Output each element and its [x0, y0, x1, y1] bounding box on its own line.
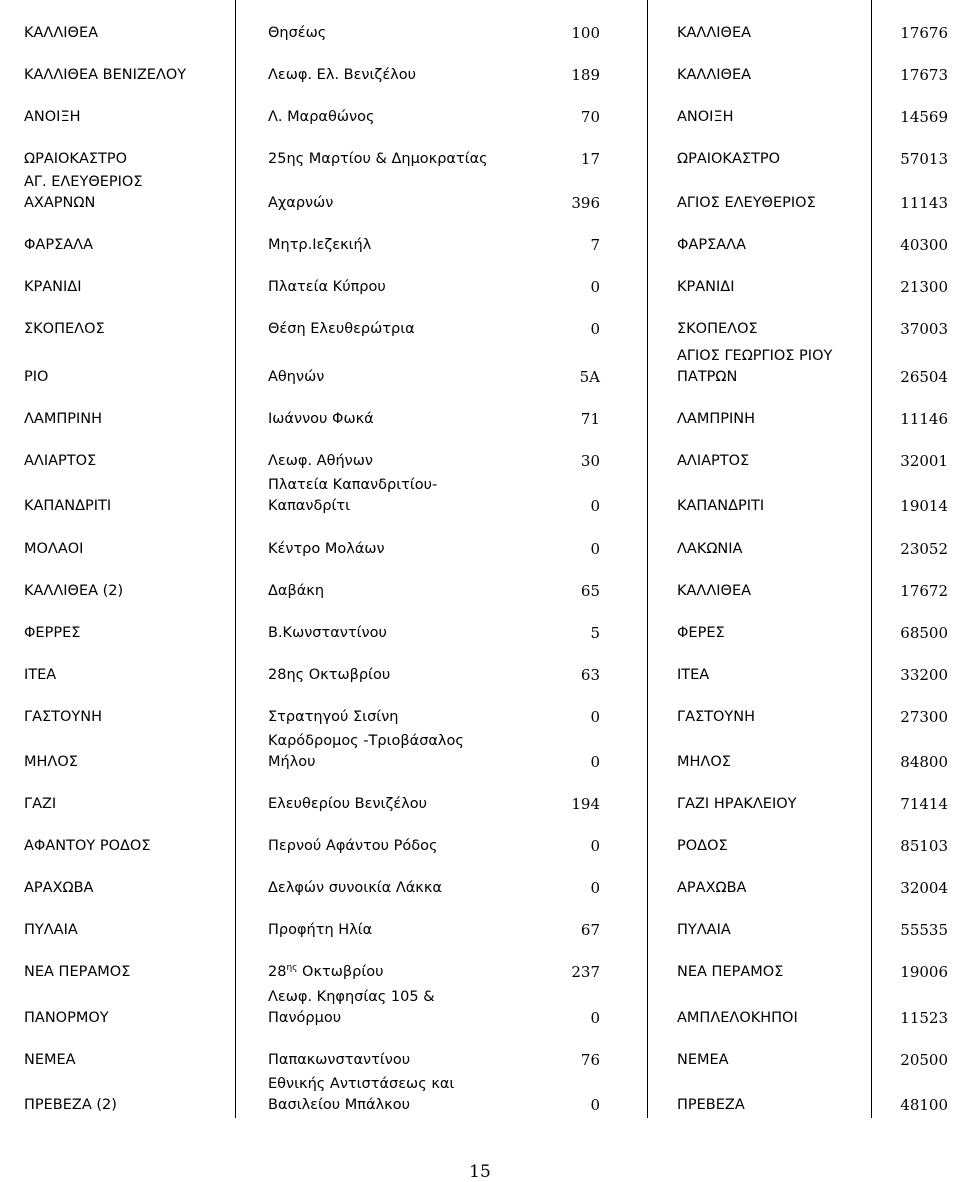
postcode-cell: 19006 — [900, 963, 948, 981]
postcode-cell: 17673 — [900, 66, 948, 84]
page-number: 15 — [469, 1162, 491, 1182]
city-cell: ΝΕΑ ΠΕΡΑΜΟΣ — [677, 964, 784, 980]
area-cell: ΠΑΝΟΡΜΟΥ — [24, 1010, 109, 1026]
street-cell: Ιωάννου Φωκά — [268, 411, 374, 427]
number-cell: 0 — [590, 1009, 600, 1027]
number-cell: 396 — [571, 194, 600, 212]
street-cell: Παπακωνσταντίνου — [268, 1052, 411, 1068]
number-cell: 100 — [571, 24, 600, 42]
area-cell: ΝΕΑ ΠΕΡΑΜΟΣ — [24, 964, 131, 980]
postcode-cell: 71414 — [900, 795, 948, 813]
street-cell: Λεωφ. Ελ. Βενιζέλου — [268, 67, 417, 83]
postcode-cell: 37003 — [900, 320, 948, 338]
street-cell: Μητρ.Ιεζεκιήλ — [268, 237, 372, 253]
postcode-cell: 19014 — [900, 497, 948, 515]
area-cell: ΚΑΛΛΙΘΕΑ — [24, 25, 99, 41]
area-cell: ΚΑΛΛΙΘΕΑ ΒΕΝΙΖΕΛΟΥ — [24, 67, 187, 83]
number-cell: 63 — [580, 666, 600, 684]
city-cell: ΦΑΡΣΑΛΑ — [677, 237, 746, 253]
number-cell: 71 — [580, 410, 600, 428]
area-cell: ΚΑΛΛΙΘΕΑ (2) — [24, 583, 124, 599]
city-cell: ΜΗΛΟΣ — [677, 754, 731, 770]
street-cell: Β.Κωνσταντίνου — [268, 625, 387, 641]
number-cell: 0 — [590, 879, 600, 897]
street-cell: Προφήτη Ηλία — [268, 922, 373, 938]
city-cell: ΛΑΚΩΝΙΑ — [677, 541, 743, 557]
number-cell: 5Α — [579, 368, 600, 386]
number-cell: 30 — [580, 452, 600, 470]
city-cell: ΚΑΛΛΙΘΕΑ — [677, 583, 752, 599]
area-cell: ΑΦΑΝΤΟΥ ΡΟΔΟΣ — [24, 838, 151, 854]
city-cell: ΚΑΠΑΝΔΡΙΤΙ — [677, 498, 765, 514]
city-cell: ΑΓΙΟΣ ΓΕΩΡΓΙΟΣ ΡΙΟΥ ΠΑΤΡΩΝ — [677, 348, 833, 385]
number-cell: 17 — [580, 150, 600, 168]
number-cell: 0 — [590, 837, 600, 855]
postcode-cell: 23052 — [900, 540, 948, 558]
street-text-rest: Οκτωβρίου — [297, 964, 384, 980]
postcode-cell: 85103 — [900, 837, 948, 855]
street-cell: Κέντρο Μολάων — [268, 541, 385, 557]
area-cell: ΓΑΣΤΟΥΝΗ — [24, 709, 103, 725]
postcode-cell: 48100 — [900, 1096, 948, 1114]
postcode-cell: 11523 — [900, 1009, 948, 1027]
postcode-cell: 11146 — [900, 410, 948, 428]
postcode-cell: 55535 — [900, 921, 948, 939]
city-cell: ΚΑΛΛΙΘΕΑ — [677, 25, 752, 41]
number-cell: 194 — [571, 795, 600, 813]
street-cell: Ελευθερίου Βενιζέλου — [268, 796, 428, 812]
number-cell: 0 — [590, 278, 600, 296]
area-cell: ΓΑΖΙ — [24, 796, 57, 812]
city-cell: ΑΡΑΧΩΒΑ — [677, 880, 747, 896]
city-cell: ΑΓΙΟΣ ΕΛΕΥΘΕΡΙΟΣ — [677, 195, 816, 211]
street-cell: Πλατεία Κύπρου — [268, 279, 386, 295]
area-cell: ΡΙΟ — [24, 369, 49, 385]
number-cell: 65 — [580, 582, 600, 600]
street-cell: Αθηνών — [268, 369, 325, 385]
area-cell: ΩΡΑΙΟΚΑΣΤΡΟ — [24, 151, 128, 167]
area-cell: ΠΥΛΑΙΑ — [24, 922, 78, 938]
postcode-cell: 68500 — [900, 624, 948, 642]
postcode-cell: 20500 — [900, 1051, 948, 1069]
number-cell: 76 — [580, 1051, 600, 1069]
number-cell: 0 — [590, 540, 600, 558]
street-cell: Λεωφ. Κηφησίας 105 & Πανόρμου — [268, 989, 435, 1026]
area-cell: ΛΑΜΠΡΙΝΗ — [24, 411, 103, 427]
street-cell: Περνού Αφάντου Ρόδος — [268, 838, 438, 854]
street-cell: Λεωφ. Αθήνων — [268, 453, 374, 469]
area-cell: ΚΑΠΑΝΔΡΙΤΙ — [24, 498, 112, 514]
area-cell: ΜΗΛΟΣ — [24, 754, 78, 770]
area-cell: ΚΡΑΝΙΔΙ — [24, 279, 82, 295]
postcode-cell: 32001 — [900, 452, 948, 470]
street-cell: 28ης Οκτωβρίου — [268, 667, 391, 683]
number-cell: 189 — [571, 66, 600, 84]
number-cell: 0 — [590, 708, 600, 726]
city-cell: ΑΛΙΑΡΤΟΣ — [677, 453, 750, 469]
city-cell: ΓΑΣΤΟΥΝΗ — [677, 709, 756, 725]
area-cell: ΜΟΛΑΟΙ — [24, 541, 84, 557]
city-cell: ΑΝΟΙΞΗ — [677, 109, 734, 125]
number-cell: 5 — [590, 624, 600, 642]
area-cell: ΝΕΜΕΑ — [24, 1052, 76, 1068]
postcode-cell: 21300 — [900, 278, 948, 296]
area-cell: ΙΤΕΑ — [24, 667, 57, 683]
city-cell: ΣΚΟΠΕΛΟΣ — [677, 321, 758, 337]
number-cell: 0 — [590, 320, 600, 338]
street-cell: Θησέως — [268, 25, 327, 41]
number-cell: 0 — [590, 497, 600, 515]
postcode-cell: 17672 — [900, 582, 948, 600]
number-cell: 0 — [590, 1096, 600, 1114]
postcode-cell: 84800 — [900, 753, 948, 771]
city-cell: ΓΑΖΙ ΗΡΑΚΛΕΙΟΥ — [677, 796, 797, 812]
city-cell: ΠΡΕΒΕΖΑ — [677, 1097, 745, 1113]
area-cell: ΣΚΟΠΕΛΟΣ — [24, 321, 105, 337]
postcode-cell: 26504 — [900, 368, 948, 386]
number-cell: 237 — [571, 963, 600, 981]
postcode-cell: 17676 — [900, 24, 948, 42]
street-text: 28 — [268, 964, 287, 980]
street-cell: Λ. Μαραθώνος — [268, 109, 375, 125]
street-superscript: ης — [286, 963, 298, 974]
street-cell: Αχαρνών — [268, 195, 334, 211]
city-cell: ΩΡΑΙΟΚΑΣΤΡΟ — [677, 151, 781, 167]
city-cell: ΑΜΠΛΕΛΟΚΗΠΟΙ — [677, 1010, 798, 1026]
city-cell: ΙΤΕΑ — [677, 667, 710, 683]
postcode-cell: 33200 — [900, 666, 948, 684]
area-cell: ΑΛΙΑΡΤΟΣ — [24, 453, 97, 469]
street-cell: Δαβάκη — [268, 583, 325, 599]
street-cell: Καρόδρομος -Τριοβάσαλος Μήλου — [268, 733, 464, 770]
city-cell: ΚΑΛΛΙΘΕΑ — [677, 67, 752, 83]
area-cell: ΠΡΕΒΕΖΑ (2) — [24, 1097, 117, 1113]
area-cell: ΑΓ. ΕΛΕΥΘΕΡΙΟΣ ΑΧΑΡΝΩΝ — [24, 174, 143, 211]
postcode-cell: 40300 — [900, 236, 948, 254]
number-cell: 67 — [580, 921, 600, 939]
city-cell: ΦΕΡΕΣ — [677, 625, 725, 641]
city-cell: ΚΡΑΝΙΔΙ — [677, 279, 735, 295]
postcode-cell: 27300 — [900, 708, 948, 726]
postcode-cell: 14569 — [900, 108, 948, 126]
street-cell: 25ης Μαρτίου & Δημοκρατίας — [268, 151, 488, 167]
street-cell: Θέση Ελευθερώτρια — [268, 321, 415, 337]
street-cell: Πλατεία Καπανδριτίου- Καπανδρίτι — [268, 477, 438, 514]
street-cell: Δελφών συνοικία Λάκκα — [268, 880, 442, 896]
number-cell: 0 — [590, 753, 600, 771]
city-cell: ΝΕΜΕΑ — [677, 1052, 729, 1068]
postcode-cell: 11143 — [900, 194, 948, 212]
number-cell: 70 — [580, 108, 600, 126]
postcode-cell: 32004 — [900, 879, 948, 897]
area-cell: ΦΑΡΣΑΛΑ — [24, 237, 93, 253]
number-cell: 7 — [590, 236, 600, 254]
postcode-cell: 57013 — [900, 150, 948, 168]
street-cell: Εθνικής Αντιστάσεως και Βασιλείου Μπάλκου — [268, 1076, 455, 1113]
street-cell: Στρατηγού Σισίνη — [268, 709, 399, 725]
area-cell: ΑΡΑΧΩΒΑ — [24, 880, 94, 896]
area-cell: ΑΝΟΙΞΗ — [24, 109, 81, 125]
area-cell: ΦΕΡΡΕΣ — [24, 625, 81, 641]
city-cell: ΛΑΜΠΡΙΝΗ — [677, 411, 756, 427]
city-cell: ΠΥΛΑΙΑ — [677, 922, 731, 938]
city-cell: ΡΟΔΟΣ — [677, 838, 728, 854]
